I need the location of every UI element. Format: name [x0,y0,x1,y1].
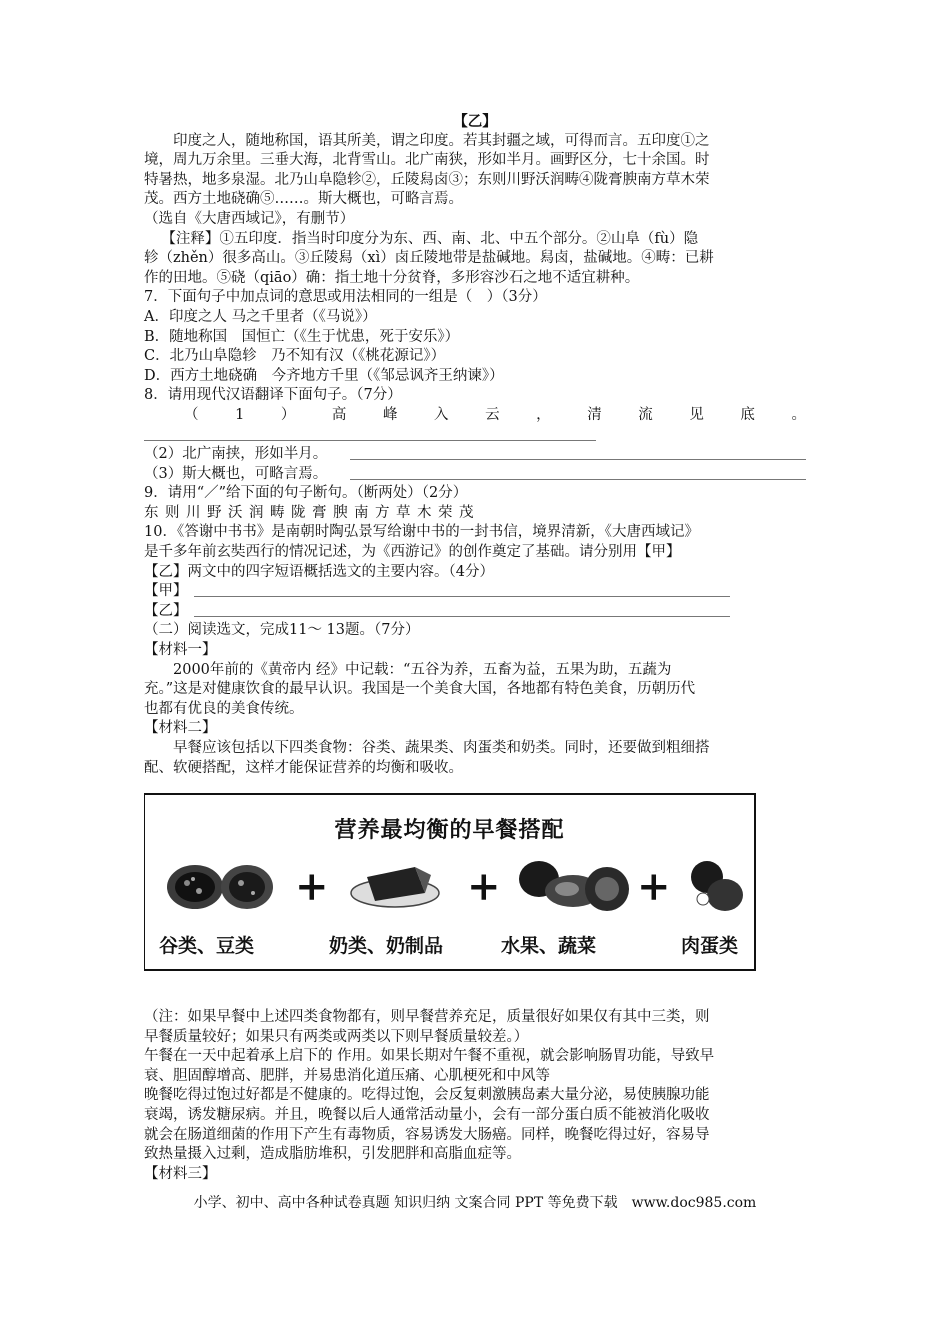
passage-line: 印度之人，随地称国，语其所美，谓之印度。若其封疆之域，可得而言。五印度①之 [173,132,710,149]
q8-char: 峰 [382,406,398,423]
question-9 [144,484,806,523]
material1-line: 2000年前的《黄帝内 经》中记载：“五谷为养，五畜为益，五果为助，五蔬为 [173,661,672,678]
note-line: （注：如果早餐中上述四类食物都有，则早餐营养充足，质量很好如果仅有其中三类，则 [144,1009,710,1025]
caption-meat-eggs: 肉蛋类 [681,935,739,957]
q8-item-2-row [144,445,806,465]
q10-line: 【乙】两文中的四字短语概括选文的主要内容。（4分） [144,563,494,580]
q8-item-3: （3）斯大概也，可略言焉。 [144,465,328,482]
annotation [144,230,806,289]
q10-jia-row [144,582,806,602]
q7-option-c: C．北乃山阜隐轸 乃不知有汉（《桃花源记》） [144,348,446,365]
caption-grains-beans: 谷类、豆类 [159,935,255,957]
question-10 [144,523,806,621]
q8-char: 清 [587,406,602,423]
material3-title: 【材料三】 [144,1165,217,1182]
note-line: 就会在肠道细菌的作用下产生有毒物质，容易诱发大肠癌。同样，晚餐吃得过好，容易导 [144,1126,710,1143]
breakfast-figure [144,793,756,971]
q7-option-d: D．西方土地硗确 今齐地方千里（《邹忌讽齐王纳谏》） [144,367,504,384]
q8-char: 见 [689,406,704,423]
document-body [144,112,806,778]
q8-char: 流 [638,406,653,423]
q9-sentence: 东则川野沃润畴陇膏腴南方草木荣茂 [144,504,480,521]
question-7 [144,288,806,386]
q8-char: 入 [434,406,449,423]
annotation-line: 【注释】①五印度．指当时印度分为东、西、南、北、中五个部分。②山阜（fù）隐 [161,230,699,247]
q8-char: （ [184,406,199,423]
plus-sign: + [637,863,671,910]
figure-title: 营养最均衡的早餐搭配 [334,817,565,843]
note-line: 衰、胆固醇增高、肥胖，并易患消化道压痛、心肌梗死和中风等 [144,1067,550,1084]
q8-char: ） [280,406,296,423]
q8-char: 底 [740,406,755,423]
q8-item-3-row [144,465,806,485]
annotation-line: 作的田地。⑤硗（qiāo）确：指土地十分贫脊，多形容沙石之地不适宜耕种。 [144,269,640,286]
q9-stem: 9．请用“／”给下面的句子断句。（断两处）（2分） [144,485,468,502]
material1-line: 也都有优良的美食传统。 [144,700,304,717]
q8-char: 云 [485,406,500,423]
q7-option-b: B．随地称国 国恒亡（《生于忧患，死于安乐》） [144,328,460,345]
material1-line: 充。”这是对健康饮食的最早认识。我国是一个美食大国，各地都有特色美食，历朝历代 [144,681,696,698]
caption-fruit-vegetables: 水果、蔬菜 [501,935,597,957]
q8-char: 1 [235,406,245,423]
q8-answer-line-2[interactable] [350,445,806,460]
note-line: 衰竭，诱发糖尿病。并且，晚餐以后人通常活动量小，会有一部分蛋白质不能被消化吸收 [144,1106,710,1123]
q10-jia-label: 【甲】 [144,583,188,600]
material2-title: 【材料二】 [144,720,217,737]
note-line: 早餐质量较好；如果只有两类或两类以下则早餐质量较差。） [144,1028,529,1045]
material2-line: 早餐应该包括以下四类食物：谷类、蔬果类、肉蛋类和奶类。同时，还要做到粗细搭 [173,740,710,756]
q10-line: 是千多年前玄奘西行的情况记述，为《西游记》的创作奠定了基础。请分别用【甲】 [144,544,681,561]
q10-line: 10．《答谢中书书》是南朝时陶弘景写给谢中书的一封书信，境界清新，《大唐西域记》 [144,524,699,541]
dairy-image [345,853,445,915]
passage-line: 茂。西方土地硗确⑤……。斯大概也，可略言焉。 [144,191,463,208]
q8-answer-line-3[interactable] [350,465,806,480]
material-2 [144,739,806,778]
source-note: （选自《大唐西域记》，有删节） [144,210,355,227]
plus-sign: + [295,863,329,910]
plus-sign: + [467,863,501,910]
material1-title: 【材料一】 [144,642,217,659]
passage-line: 特暑热，地多泉湿。北乃山阜隐轸②，丘陵舄卤③；东则川野沃润畴④陇膏腴南方草木荣 [144,171,710,188]
q10-yi-row [144,602,806,622]
caption-dairy: 奶类、奶制品 [329,935,444,957]
passage-line: 境，周九万余里。三垂大海，北背雪山。北广南狭，形如半月。画野区分，七十余国。时 [144,152,710,169]
q8-char: ， [536,406,551,423]
section-yi-title: 【乙】 [453,113,497,130]
notes-section [144,1008,806,1184]
note-line: 午餐在一天中起着承上启下的 作用。如果长期对午餐不重视，就会影响肠胃功能，导致早 [144,1048,715,1065]
q7-stem: 7．下面句子中加点词的意思或用法相同的一组是（ ）（3分） [144,289,547,306]
question-8 [144,386,806,484]
q8-char: 高 [331,406,347,423]
grains-beans-image [159,853,279,915]
q10-yi-label: 【乙】 [144,602,188,619]
note-line: 致热量摄入过剩，造成脂肪堆积，引发肥胖和高脂血症等。 [144,1146,521,1163]
material-1 [144,661,806,720]
passage-yi [144,132,806,210]
q10-jia-answer-line[interactable] [194,582,730,597]
q8-item-1 [144,406,806,426]
footer-text: 小学、初中、高中各种试卷真题 知识归纳 文案合同 PPT 等免费下载 www.doc985.com [193,1195,757,1211]
meat-eggs-image [683,853,749,919]
q8-item-2: （2）北广南挟，形如半月。 [144,446,328,463]
q8-stem: 8．请用现代汉语翻译下面句子。（7分） [144,387,402,404]
q7-option-a: A．印度之人 马之千里者（《马说》） [144,308,377,325]
fruit-vegetables-image [515,853,635,919]
q8-answer-line-1[interactable] [144,426,806,446]
q10-yi-answer-line[interactable] [194,602,730,617]
note-line: 晚餐吃得过饱过好都是不健康的。吃得过饱，会反复刺激胰岛素大量分泌，易使胰腺功能 [144,1087,710,1104]
q8-char: 。 [791,406,806,423]
part2-title: （二）阅读选文，完成11～ 13题。（7分） [144,622,420,639]
annotation-line: 轸（zhěn）很多高山。③丘陵舄（xì）卤丘陵地带是盐碱地。舄卤，盐碱地。④畴：已耕 [144,250,714,267]
material2-line: 配、软硬搭配，这样才能保证营养的均衡和吸收。 [144,759,463,776]
